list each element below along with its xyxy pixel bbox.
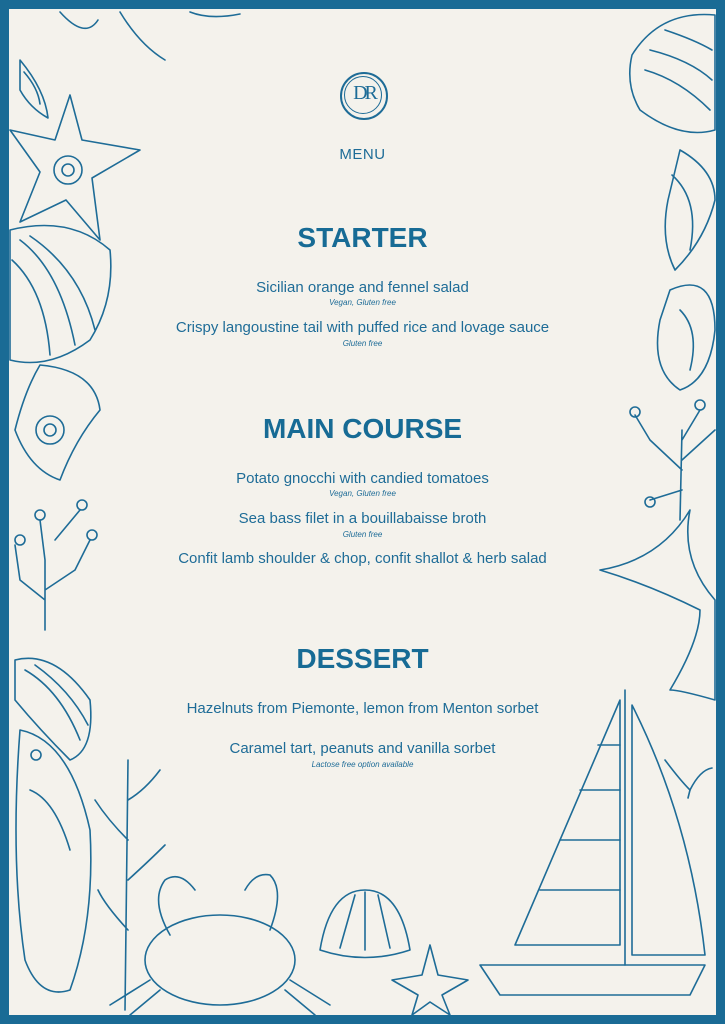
dish-name: Hazelnuts from Piemonte, lemon from Menton sorbet: [186, 700, 539, 717]
dish-name: Caramel tart, peanuts and vanilla sorbet: [229, 740, 496, 757]
dish-note: Vegan, Gluten free: [329, 489, 396, 498]
dish-name: Crispy langoustine tail with puffed rice and lovage sauce: [175, 319, 550, 336]
dish-name: Sicilian orange and fennel salad: [256, 279, 469, 296]
logo-monogram: DR: [353, 82, 375, 104]
dish-name: Sea bass filet in a bouillabaisse broth: [238, 510, 487, 527]
dish-note: Gluten free: [342, 339, 383, 348]
dish-name: Potato gnocchi with candied tomatoes: [236, 470, 489, 487]
section-title-dessert: DESSERT: [296, 643, 429, 674]
menu-heading: MENU: [339, 146, 386, 163]
dish-note: Vegan, Gluten free: [329, 298, 396, 307]
dish-note: Gluten free: [342, 530, 383, 539]
dish-note: Lactose free option available: [311, 760, 414, 769]
dish-name: Confit lamb shoulder & chop, confit shallot & herb salad: [178, 550, 547, 567]
restaurant-logo: [340, 72, 386, 130]
section-title-main-course: MAIN COURSE: [262, 413, 463, 444]
section-title-starter: STARTER: [297, 222, 428, 253]
